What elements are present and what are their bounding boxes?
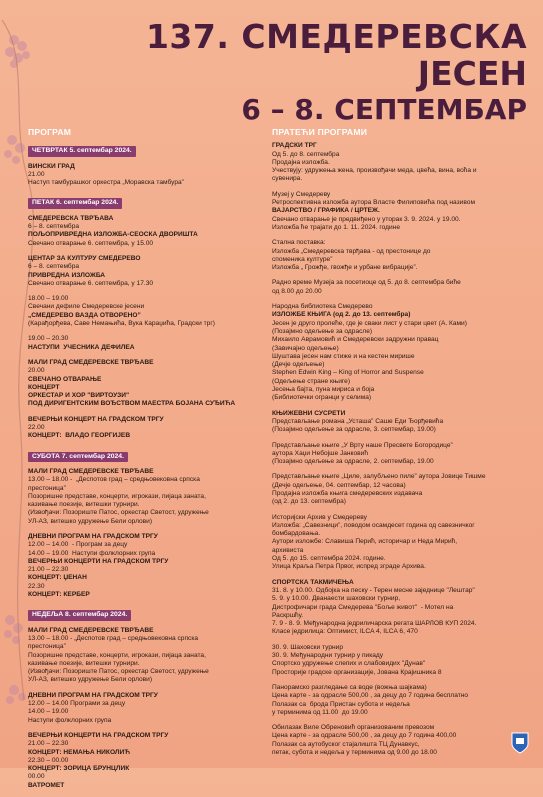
- program-text-line: престоница”: [28, 643, 66, 651]
- program-text-line: ЦЕНТАР ЗА КУЛТУРУ СМЕДЕРЕВО: [28, 254, 141, 262]
- program-text-line: ПРИВРЕДНА ИЗЛОЖБА: [28, 271, 106, 279]
- program-text-line: 21.00: [28, 170, 45, 178]
- program-text-line: 31. 8. у 10.00. Одбојка на песку - Терен месне заједнице "Лештар": [272, 586, 475, 594]
- program-text-line: Полазак са брода Пристан субота и недеља: [272, 700, 410, 708]
- program-text-line: МАЛИ ГРАД СМЕДЕРЕВСКЕ ТВРЂАВЕ: [28, 467, 154, 475]
- program-text-line: 00.00: [28, 773, 45, 781]
- event-block: [272, 473, 528, 506]
- program-text-line: МАЛИ ГРАД СМЕДЕРЕВСКЕ ТВРЂАВЕ: [28, 626, 154, 634]
- program-text-line: 7. 9 - 8. 9. Међународна једриличарска регата ШАРЛОВ КУП 2024.: [272, 620, 477, 628]
- program-text-line: 6 – 8. септембра: [28, 223, 80, 231]
- program-text-line: Шуштава јесен нам стиже и на кестен мирише: [272, 352, 415, 360]
- program-text-line: Свечано отварање 6. септембра, у 17.30: [28, 279, 154, 287]
- program-text-line: Стална поставка:: [272, 239, 326, 247]
- program-text-line: (Позајмно одељење за одрасле, 3. септембар, 19.00): [272, 426, 436, 434]
- program-text-line: ОРКЕСТАР И ХОР "ВИРТОУЗИ": [28, 392, 130, 400]
- event-block: [272, 191, 528, 232]
- program-text-line: (Позајмно одељење за одрасле, 2. септембар, 19.00: [272, 458, 434, 466]
- program-text-line: Свечано отварање 6. септембра, у 15.00: [28, 239, 154, 247]
- event-block: [28, 335, 266, 352]
- festival-header: [145, 17, 527, 126]
- program-text-line: Учествују: удружења жена, произвођачи меда, цвећа, вина, воћа и: [272, 167, 477, 175]
- program-text-line: бомбардовања.: [272, 530, 321, 538]
- program-text-line: КЊИЖЕВНИ СУСРЕТИ: [272, 409, 346, 417]
- program-text-line: ВЕЧЕРЊИ КОНЦЕРТИ НА ГРАДСКОМ ТРГУ: [28, 557, 169, 565]
- program-text-line: Продајна изложба књига смедеревских издавача: [272, 489, 423, 497]
- program-text-line: ВАЈАРСТВО / ГРАФИКА / ЦРТЕЖ.: [272, 207, 380, 215]
- program-text-line: Наступ тамбурашког оркестра „Моравска тамбура”: [28, 179, 184, 187]
- program-text-line: Свечани дефиле Смедеревске јесени: [28, 303, 145, 311]
- program-text-line: „СМЕДЕРЕВО ВАЗДА ОТВОРЕНО”: [28, 311, 141, 319]
- program-text-line: од 8.00 до 20.00: [272, 287, 322, 295]
- program-text-line: 13.00 – 18.00 - „Деспотов град – средњовековна српска: [28, 476, 200, 484]
- program-text-line: 5. 9. у 10.00. Дванаести шаховски турнир,: [272, 595, 401, 603]
- program-text-line: архивиста: [272, 546, 304, 554]
- program-text-line: 30. 9. Шаховски турнир: [272, 643, 344, 651]
- event-block: [272, 142, 528, 183]
- program-text-line: Представљање романа „Усташа” Саше Еди Ђорђевића: [272, 417, 444, 425]
- program-text-line: 22.30 – 00.00: [28, 756, 69, 764]
- event-block: [28, 295, 266, 328]
- program-text-line: (Дечје одељење): [272, 361, 325, 369]
- program-text-line: МАЛИ ГРАД СМЕДЕРЕВСКЕ ТВРЂАВЕ: [28, 358, 154, 366]
- program-text-line: Свечано отварање је предвиђено у уторак 3. 9. 2024. у 19.00.: [272, 215, 461, 223]
- event-block: [28, 533, 266, 599]
- program-text-line: 6 – 8. септембра: [28, 263, 80, 271]
- program-text-line: Наступи фолклорних група: [28, 716, 112, 724]
- program-text-line: НАСТУПИ УЧЕСНИКА ДЕФИЛЕА: [28, 343, 135, 351]
- program-text-line: Радно време Музеја за посетиоце од 5. до 8. септембра биће: [272, 279, 461, 287]
- program-text-line: (од 2. до 13. септембра): [272, 498, 346, 506]
- program-text-line: Раскршћу.: [272, 611, 304, 619]
- program-text-line: Класе једрилица: Оптимист, ILCA 4, ILCA 6, 470: [272, 628, 418, 636]
- program-text-line: СМЕДЕРЕВСКА ТВРЂАВА: [28, 214, 114, 222]
- program-text-line: ВАТРОМЕТ: [28, 781, 65, 789]
- city-crest-icon: [511, 732, 529, 754]
- program-text-line: Спортско удружење слепих и слабовидих "Дунав": [272, 660, 426, 668]
- day-header: НЕДЕЉА 8. септембар 2024.: [28, 610, 131, 620]
- event-block: [272, 644, 528, 677]
- program-text-line: Полазак са аутобуског стајалиштa ТЦ Дунавкус,: [272, 740, 420, 748]
- program-text-line: Позоришне представе, концерти, игрокази, пијаца заната,: [28, 651, 206, 659]
- program-text-line: КОНЦЕРТ: ВЛАДО ГЕОРГИЈЕВ: [28, 432, 131, 440]
- program-text-line: Продајна изложба.: [272, 158, 330, 166]
- program-text-line: 14.00 – 19.00 Наступи фолклорних група: [28, 549, 156, 557]
- event-block: [272, 684, 528, 717]
- program-text-line: ГРАДСКИ ТРГ: [272, 142, 317, 150]
- program-text-line: (Дечје одељење, 04. септембар, 12 часова): [272, 481, 406, 489]
- program-text-line: Од 5. до 8. септембра: [272, 150, 340, 158]
- program-text-line: Аутори изложбе: Славиша Перић, историчар и Неда Мирић,: [272, 538, 458, 546]
- program-text-line: 22.30: [28, 582, 45, 590]
- program-text-line: казивање поезије, витешки турнири.: [28, 659, 140, 667]
- festival-title-line1: 137. СМЕДЕРЕВСКА: [145, 17, 527, 56]
- side-program-column: [272, 128, 528, 764]
- program-text-line: 21.00 – 22.30: [28, 566, 69, 574]
- program-text-line: престоница”: [28, 484, 66, 492]
- event-block: [28, 627, 266, 685]
- program-text-line: Просторије градске организације, Јована Крајишника 8: [272, 668, 442, 676]
- program-text-line: Панорамско разгледање са воде (вожња шајкама): [272, 683, 427, 691]
- festival-dates: 6 – 8. СЕПТЕМБАР: [241, 93, 527, 126]
- program-text-line: петак, субота и недеља у терминима од 9.00 до 18.00: [272, 749, 437, 756]
- event-block: [28, 732, 266, 790]
- program-text-line: аутора Хаџи Небојше Јанковић: [272, 449, 369, 457]
- program-text-line: Јесен је друго пролеће, где је сваки лист у стари цвет (А. Ками): [272, 319, 467, 327]
- program-text-line: ИЗЛОЖБЕ КЊИГА (од 2. до 13. септембра): [272, 311, 411, 319]
- program-text-line: Ретроспективна изложба аутора Власте Филиповића под називом: [272, 199, 475, 207]
- program-text-line: КОНЦЕРТ: КЕРБЕР: [28, 591, 90, 599]
- program-text-line: 12.00 – 14.00 Програми за децу: [28, 700, 126, 708]
- program-text-line: СВЕЧАНО ОТВАРАЊЕ: [28, 375, 102, 383]
- program-text-line: (Извођачи: Позориште Патос, оркестар Светост, удружење: [28, 668, 209, 676]
- program-text-line: СПОРТСКА ТАКМИЧЕЊА: [272, 578, 354, 586]
- program-text-line: КОНЦЕРТ: [28, 383, 60, 391]
- event-block: [272, 410, 528, 435]
- program-text-line: УЛ-АЗ, витешко удружење Бели орлови): [28, 517, 153, 525]
- program-text-line: 19.00 – 20.30: [28, 335, 69, 343]
- program-text-line: 14.00 – 19.00: [28, 708, 69, 716]
- program-text-line: Позоришне представе, концерти, игрокази, пијаца заната,: [28, 492, 206, 500]
- program-text-line: Цена карте - за одрасле 500,00 , за децу до 7 година бесплатно: [272, 692, 469, 700]
- event-block: [28, 215, 266, 248]
- event-block: [28, 692, 266, 725]
- program-text-line: ВИНСКИ ГРАД: [28, 162, 75, 170]
- program-text-line: Изложба „Смедеревска тврђава - од престонице до: [272, 247, 431, 255]
- side-program-title: ПРАТЕЋИ ПРОГРАМИ: [272, 127, 368, 137]
- day-header: СУБОТА 7. септембар 2024.: [28, 452, 128, 462]
- event-block: [272, 724, 528, 757]
- program-text-line: сувенира.: [272, 175, 303, 183]
- program-text-line: Изложба: „Савезници”, поводом осамдесет година од савезничког: [272, 521, 475, 529]
- program-text-line: Музеј у Смедереву: [272, 190, 331, 198]
- program-text-line: Дистрофичари града Смедерева "Боље живот" - Мотел на: [272, 603, 454, 611]
- program-text-line: (Извођачи: Позориште Патос, оркестар Светост, удружење: [28, 509, 209, 517]
- program-column: [28, 128, 266, 797]
- program-text-line: казивање поезије, витешки турнири.: [28, 501, 140, 509]
- program-text-line: 20.00: [28, 367, 45, 375]
- event-block: [28, 468, 266, 526]
- program-text-line: 30. 9. Међународни турнир у пикаду: [272, 652, 384, 660]
- event-block: [272, 279, 528, 296]
- program-text-line: 13.00 – 18.00 - „Деспотов град – средњовековна српска: [28, 634, 199, 642]
- program-text-line: Историјски Архив у Смедереву: [272, 513, 367, 521]
- program-text-line: Изложба „ Грожђе, гвожђе и урбане вибрације”.: [272, 264, 418, 272]
- program-text-line: Изложба ће трајати до 1. 11. 2024. године: [272, 223, 400, 231]
- program-text-line: ДНЕВНИ ПРОГРАМ НА ГРАДСКОМ ТРГУ: [28, 532, 158, 540]
- program-text-line: Представљање књиге „У Врту наше Пресвете Богородице”: [272, 441, 453, 449]
- event-block: [272, 303, 528, 403]
- program-text-line: Обилазак Виле Обреновић организованим превозом: [272, 724, 435, 732]
- program-text-line: (Завичајно одељење): [272, 344, 339, 352]
- program-text-line: КОНЦЕРТ: НЕМАЊА НИКОЛИЋ: [28, 748, 131, 756]
- program-text-line: ВЕЧЕРЊИ КОНЦЕРТИ НА ГРАДСКОМ ТРГУ: [28, 731, 169, 739]
- program-text-line: КОНЦЕРТ: ЏЕНАН: [28, 574, 87, 582]
- event-block: [28, 163, 266, 188]
- event-block: [272, 239, 528, 272]
- program-text-line: 22.00: [28, 424, 45, 432]
- program-text-line: (Позајмно одељење за одрасле): [272, 327, 373, 335]
- event-block: [272, 514, 528, 572]
- program-text-line: у терминима од 11.00 до 19.00: [272, 708, 368, 716]
- festival-title-line2: ЈЕСЕН: [417, 54, 527, 93]
- program-text-line: Од 5. до 15. септембра 2024. године.: [272, 555, 386, 563]
- program-text-line: КОНЦЕРТ: ЗОРИЦА БРУНЦЛИК: [28, 765, 130, 773]
- program-title: ПРОГРАМ: [28, 127, 72, 137]
- day-header: ЧЕТВРТАК 5. септембар 2024.: [28, 146, 136, 156]
- program-text-line: споменика културе”: [272, 255, 333, 263]
- day-header: ПЕТАК 6. септембар 2024.: [28, 198, 122, 208]
- event-block: [28, 255, 266, 288]
- program-text-line: (Карађорђева, Саве Немањића, Вука Караџића, Градски трг): [28, 320, 215, 328]
- program-text-line: (Одељење стране књиге): [272, 377, 351, 385]
- program-text-line: ДНЕВНИ ПРОГРАМ НА ГРАДСКОМ ТРГУ: [28, 691, 158, 699]
- program-text-line: Михаило Аврамовић и Смедеревски задружни правац: [272, 336, 439, 344]
- program-text-line: Цена карте - за одрасле 500,00 , за децу до 7 година 400,00: [272, 732, 457, 740]
- program-text-line: УЛ-АЗ, витешко удружење Бели орлови): [28, 676, 153, 684]
- program-text-line: Представљање књиге „Циле, залубљено пиле” аутора Јовице Тишме: [272, 473, 486, 481]
- program-text-line: Улица Краља Петра Првог, испред зграде Архива.: [272, 563, 426, 571]
- program-text-line: ПОД ДИРИГЕНТСКИМ ВОЂСТВОМ МАЕСТРА БОЈАНА СУЂИЋА: [28, 400, 236, 408]
- program-text-line: ВЕЧЕРЊИ КОНЦЕРТ НА ГРАДСКОМ ТРГУ: [28, 415, 164, 423]
- program-text-line: ПОЉОПРИВРЕДНА ИЗЛОЖБА-СЕОСКА ДВОРИШТА: [28, 231, 198, 239]
- event-block: [28, 359, 266, 409]
- program-text-line: 12.00 – 14.00 - Програм за децу: [28, 541, 128, 549]
- program-text-line: Јесења бајта, пуна мириса и боја: [272, 386, 375, 394]
- program-text-line: (Библиотечки огранци у селима): [272, 394, 372, 402]
- program-text-line: 18.00 – 19.00: [28, 295, 69, 303]
- program-text-line: 21.00 – 22.30: [28, 740, 69, 748]
- event-block: [272, 442, 528, 467]
- program-text-line: Народна библиотека Смедерево: [272, 303, 373, 311]
- event-block: [272, 579, 528, 637]
- program-text-line: Stephen Edwin King – King of Horror and Suspense: [272, 369, 424, 377]
- event-block: [28, 416, 266, 441]
